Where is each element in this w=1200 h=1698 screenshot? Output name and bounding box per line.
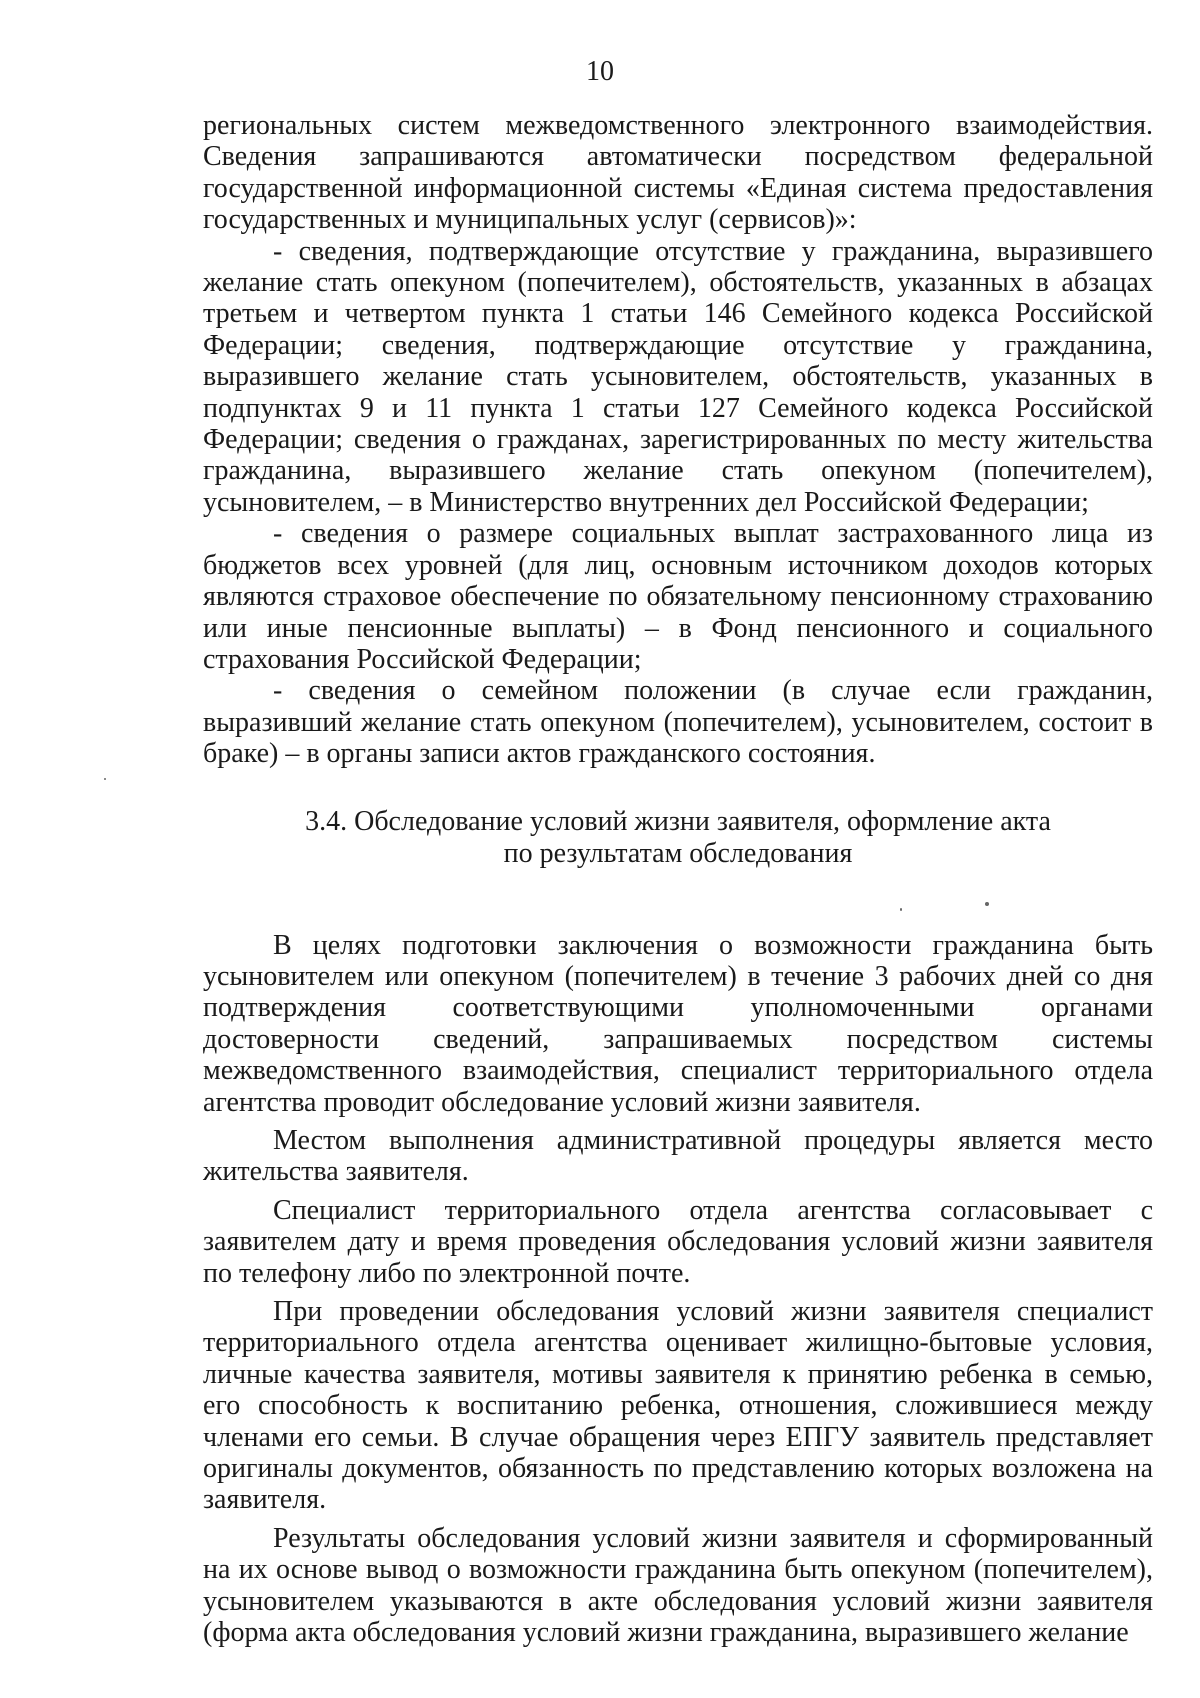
paragraph-inspection-purpose: В целях подготовки заключения о возможности гражданина быть усыновителем или опекуном (попечителем) в течение 3 рабочих дней со дня подтверждения соответствующими уполномоченными органами достоверности сведений, запрашиваемых посредством системы межведомственного взаимодействия, специалист территориального отдела агентства проводит обследование условий жизни заявителя. — [203, 929, 1153, 1118]
page-number: 10 — [586, 56, 614, 87]
document-body — [203, 110, 1153, 1655]
paragraph-place: Местом выполнения административной процедуры является место жительства заявителя. — [203, 1124, 1153, 1188]
paragraph-assessment: При проведении обследования условий жизни заявителя специалист территориального отдела агентства оценивает жилищно-бытовые условия, личные качества заявителя, мотивы заявителя к принятию ребенка в семью, его способность к воспитанию ребенка, отношения, сложившиеся между членами его семьи. В случае обращения через ЕПГУ заявитель представляет оригиналы документов, обязанность по представлению которых возложена на заявителя. — [203, 1296, 1153, 1516]
scan-speck — [985, 902, 989, 906]
scan-speck — [104, 778, 106, 780]
list-item-mvd: - сведения, подтверждающие отсутствие у гражданина, выразившего желание стать опекуном (попечителем), обстоятельств, указанных в абзацах третьем и четвертом пункта 1 статьи 146 Семейного кодекса Российской Федерации; сведения, подтверждающие отсутствие у гражданина, выразившего желание стать усыновителем, обстоятельств, указанных в подпунктах 9 и 11 пункта 1 статьи 127 Семейного кодекса Российской Федерации; сведения о гражданах, зарегистрированных по месту жительства гражданина, выразившего желание стать опекуном (попечителем), усыновителем, – в Министерство внутренних дел Российской Федерации; — [203, 235, 1153, 518]
paragraph-scheduling: Специалист территориального отдела агентства согласовывает с заявителем дату и время проведения обследования условий жизни заявителя по телефону либо по электронной почте. — [203, 1194, 1153, 1289]
paragraph-intro-continuation: региональных систем межведомственного электронного взаимодействия. Сведения запрашиваются автоматически посредством федеральной государственной информационной системы «Единая система предоставления государственных и муниципальных услуг (сервисов)»: — [203, 110, 1153, 236]
section-heading — [203, 806, 1153, 870]
paragraph-results: Результаты обследования условий жизни заявителя и сформированный на их основе вывод о возможности гражданина быть опекуном (попечителем), усыновителем указываются в акте обследования условий жизни заявителя (форма акта обследования условий жизни гражданина, выразившего желание — [203, 1522, 1153, 1649]
section-heading-line-1: 3.4. Обследование условий жизни заявителя, оформление акта — [305, 805, 1051, 837]
list-item-civil-registry: - сведения о семейном положении (в случае если гражданин, выразивший желание стать опекуном (попечителем), усыновителем, состоит в браке) – в органы записи актов гражданского состояния. — [203, 675, 1153, 770]
list-item-pension-fund: - сведения о размере социальных выплат застрахованного лица из бюджетов всех уровней (для лиц, основным источником доходов которых являются страховое обеспечение по обязательному пенсионному страхованию или иные пенсионные выплаты) – в Фонд пенсионного и социального страхования Российской Федерации; — [203, 518, 1153, 675]
scan-speck — [900, 908, 902, 911]
section-heading-line-2: по результатам обследования — [503, 837, 853, 869]
